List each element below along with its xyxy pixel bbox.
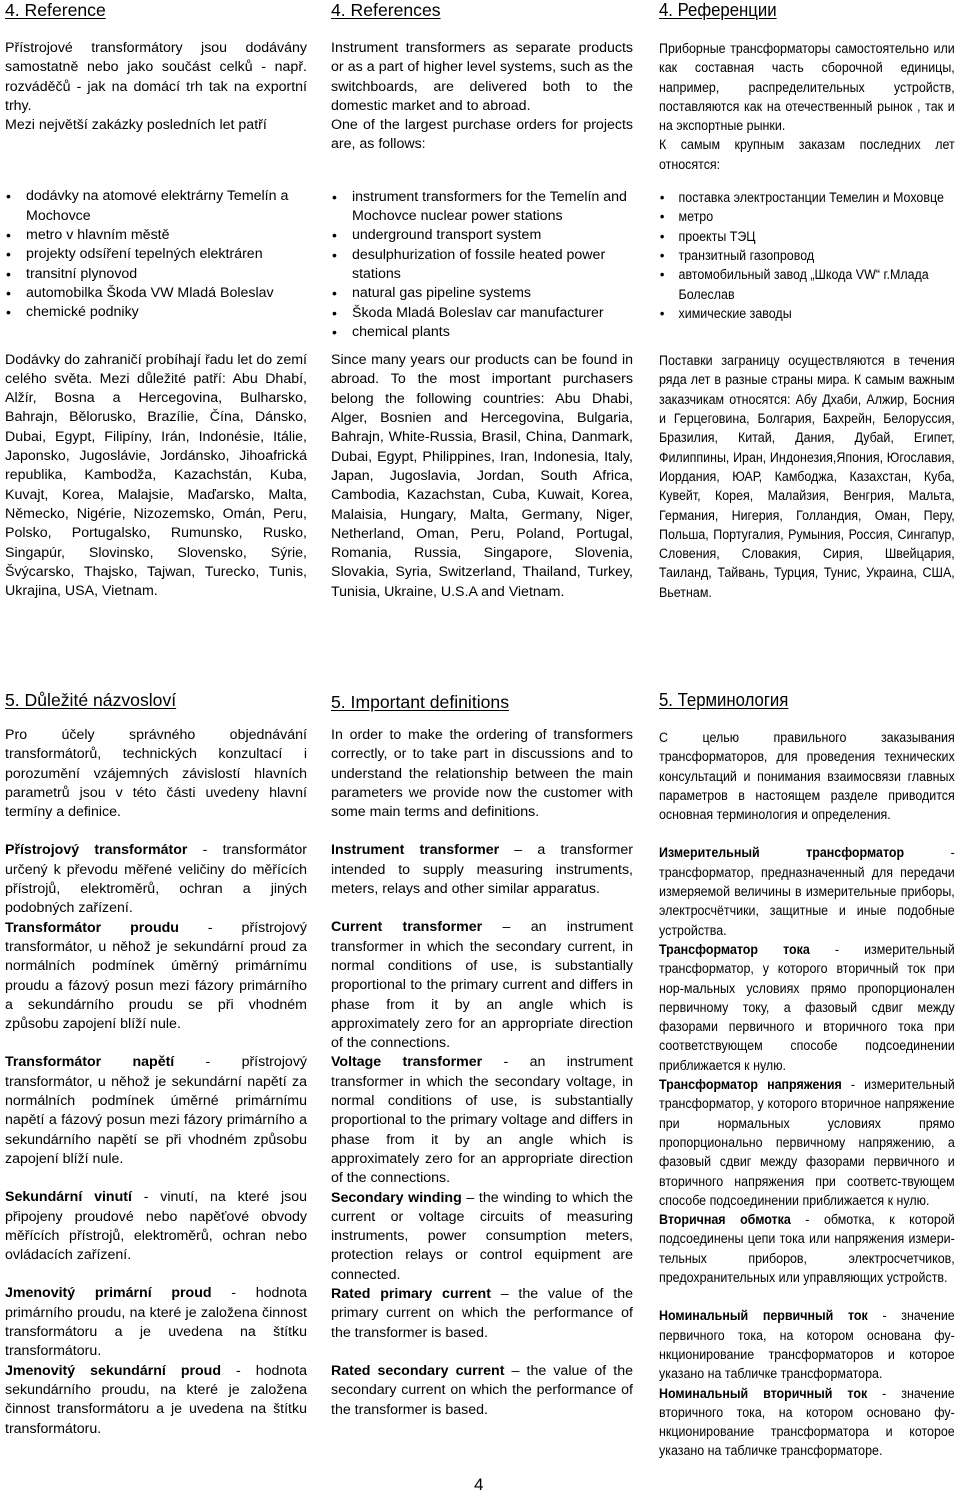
definition-paragraph: Номинальный вторичный ток - значение вторичного тока, на котором основано фу-нкционирование трансформатора и которое указано на табличке трансформаторе. [659, 1385, 955, 1459]
list-item: • transitní plynovod [5, 265, 307, 284]
term: Voltage transformer [331, 1054, 483, 1071]
project-list [659, 188, 955, 323]
definition-paragraph: Transformátor proudu - přístrojový transformátor, u něhož je sekundární proud za normálních podmínek úměrný primárnímu proudu a fázový posun mezi fázory primárního a sekundárního proudu se při vhodném způsobu zapojení blíží nule. [5, 919, 307, 1033]
definition-paragraph: Rated secondary current – the value of the secondary current on which the performance of the transformer is based. [331, 1362, 633, 1418]
term: Rated primary current [331, 1286, 491, 1303]
term: Jmenovitý primární proud [5, 1285, 212, 1302]
list-item: • поставка электростанции Темелин и Моховце [659, 188, 955, 207]
section-heading: 5. Důležité názvosloví [5, 690, 177, 710]
section-heading: 4. Референции [659, 0, 777, 20]
list-item: • underground transport system [331, 226, 633, 245]
list-item: • химические заводы [659, 304, 955, 323]
definition-paragraph: Rated primary current – the value of the primary current on which the performance of the transformer is based. [331, 1286, 633, 1341]
intro-paragraph: Pro účely správného objednávání transformátorů, technických konzultací i porozumění vzájemných závislostí hlavních parametrů jsou v této části uvedeny hlavní termíny a definice. [5, 727, 307, 821]
definition-paragraph: Current transformer – an instrument transformer in which the secondary current, in normal conditions of use, is substantially proportional to the primary current and differs in phase from it by an angle which is approximately zero for an appropriate direction of the connections. [331, 919, 634, 1052]
term: Sekundární vinutí [5, 1189, 132, 1206]
countries-paragraph: Since many years our products can be found in abroad. To the most important purchasers belong the following countries: Abu Dhabi, Alger, Bosnien and Hercegovina, Bulgaria, Bahrajn, White-Russia, Brasil, China, Danmark, Dubai, Egypt, Philippines, Iran, Indonesia, Italy, Japan, Jugoslavia, Jordan, South Africa, Cambodia, Kazachstan, Cuba, Kuwait, Korea, Malaisia, Hungary, Malta, Germany, Niger, Netherland, Oman, Peru, Poland, Portugal, Romania, Russia, Singapore, Slovenia, Slovakia, Syria, Switzerland, Thailand, Turkey, Tunisia, Ukraine, U.S.A and Vietnam. [331, 352, 633, 600]
intro-paragraph: In order to make the ordering of transformers correctly, or to take part in discussions and to understand the relationship between the main parameters we provide now the customer with some main terms and definitions. [331, 727, 633, 821]
list-item: • chemické podniky [5, 303, 307, 322]
term: Трансформатор напряжения [659, 1077, 842, 1093]
list-item: • desulphurization of fossile heated power stations [331, 246, 633, 285]
intro-paragraph: Přístrojové transformátory jsou dodávány samostatně nebo jako součást celků - např. rozváděčů - jak na domácí trh tak na exportní trhy. [5, 40, 307, 114]
page-number: 4 [474, 1475, 484, 1494]
definition-paragraph: Jmenovitý sekundární proud - hodnota sekundárního proudu, na které je založena činnost transformátoru a je uvedena na štítku transformátoru. [5, 1362, 307, 1437]
term: Номинальный вторичный ток [659, 1385, 868, 1401]
definition-paragraph: Трансформатор тока - измерительный трансформатор, у которого вторичный ток при нор-мальных условиях прямо пропорционален первичному току, а фазовый сдвиг между фазорами первичного и вторичного тока при соответствующем способе подсоединении приближается к нулю. [659, 941, 955, 1073]
intro-paragraph: Приборные трансформаторы самостоятельно или как составная часть сборочной единицы, например, распределительных устройств, поставляются как на отечественный рынок , так и на экспортные рынки. [659, 41, 955, 134]
definition-paragraph: Номинальный первичный ток - значение первичного тока, на котором основана фу-нкционирование трансформаторов и которое указано на табличке трансформатора. [659, 1308, 955, 1382]
term: Номинальный первичный ток [659, 1308, 868, 1324]
countries-paragraph: Dodávky do zahraničí probíhají řadu let do zemí celého světa. Mezi důležité patří: Abu Dhabí, Alžír, Bosna a Hercegovina, Bulharsko, Bahrajn, Bělorusko, Brazílie, Čína, Dánsko, Dubai, Egypt, Filipíny, Irán, Indonésie, Itálie, Japonsko, Jugoslávie, Jordánsko, Jihoafrická republika, Kambodža, Kazachstán, Kuba, Kuvajt, Korea, Malajsie, Maďarsko, Malta, Německo, Nigérie, Nizozemsko, Omán, Peru, Polsko, Portugalsko, Rumunsko, Rusko, Singapúr, Slovinsko, Slovensko, Sýrie, Švýcarsko, Thajsko, Tajwan, Turecko, Tunis, Ukrajina, USA, Vietnam. [5, 351, 307, 600]
term: Instrument transformer [331, 842, 500, 859]
definition-paragraph: Jmenovitý primární proud - hodnota primárního proudu, na které je založena činnost transformátoru a je uvedena na štítku transformátoru. [5, 1285, 307, 1360]
list-item: • автомобильный завод „Шкода VW“ г.Млада Болеслав [659, 265, 955, 304]
list-item: • natural gas pipeline systems [331, 284, 633, 303]
definition-paragraph: Вторичная обмотка - обмотка, к которой подсоединены цепи тока или напряжения измери-тельных приборов, электросчетчиков, предохранительных или управляющих устройств. [659, 1212, 955, 1286]
definitions-ru [659, 690, 955, 1461]
references-en [331, 0, 633, 602]
intro-paragraph: Instrument transformers as separate products or as a part of higher level systems, such as the switchboards, are delivered both to the domestic market and to abroad. [331, 40, 633, 114]
section-heading: 5. Терминология [659, 690, 789, 710]
list-item: • instrument transformers for the Temelín and Mochovce nuclear power stations [331, 188, 633, 227]
section-heading: 4. Reference [5, 0, 106, 20]
intro-paragraph: Mezi největší zakázky posledních let patří [5, 117, 267, 134]
list-item: • chemical plants [331, 323, 633, 342]
project-list [331, 188, 633, 342]
term: Secondary winding [331, 1189, 462, 1206]
term: Трансформатор тока [659, 941, 810, 957]
list-item: • метро [659, 207, 955, 226]
section-heading: 4. References [331, 0, 441, 20]
term: Přístrojový transformátor [5, 842, 188, 859]
term: Current transformer [331, 919, 483, 936]
definition-paragraph: Instrument transformer – a transformer intended to supply measuring instruments, meters, relays and other similar apparatus. [331, 842, 633, 898]
list-item: • транзитный газопровод [659, 246, 955, 265]
term: Transformátor napětí [5, 1054, 175, 1071]
term: Измерительный трансформатор [659, 845, 905, 861]
intro-paragraph: One of the largest purchase orders for projects are, as follows: [331, 117, 633, 153]
definition-paragraph: Трансформатор напряжения - измерительный трансформатор, у которого вторичное напряжение при нормальных условиях прямо пропорционально первичному напряжению, а фазовый сдвиг между фазорами первичного и вторичного напряжения при соответс-твующем способе подсоединении приближается к нулю. [659, 1077, 955, 1208]
project-list [5, 187, 307, 322]
list-item: • dodávky na atomové elektrárny Temelín a Mochovce [5, 187, 307, 226]
references-cz [5, 0, 307, 601]
definition-paragraph: Sekundární vinutí - vinutí, na které jsou připojeny proudové nebo napěťové obvody měřících přístrojů, elektroměrů, ochran nebo ovládacích zařízení. [5, 1189, 307, 1264]
definition-paragraph: Secondary winding – the winding to which the current or voltage circuits of measuring instruments, power consumption meters, protection relays or control equipment are connected. [331, 1189, 633, 1283]
list-item: • Škoda Mladá Boleslav car manufacturer [331, 304, 633, 323]
definition-paragraph: Voltage transformer - an instrument transformer in which the secondary voltage, in normal conditions of use, is substantially proportional to the primary voltage and differs in phase from it by an angle which is approximately zero for an appropriate direction of the connections. [331, 1054, 633, 1187]
references-ru [659, 0, 955, 602]
countries-paragraph: Поставки заграницу осуществляются в течения ряда лет в разные страны мира. К самым важным заказчикам относятся: Абу Дхаби, Алжир, Босния и Герцеговина, Болгария, Бахрейн, Белоруссия, Бразилия, Китай, Дания, Дубай, Египет, Филиппины, Иран, Индонезия,Япония, Югославия, Иордания, ЮАР, Камбоджа, Казахстан, Куба, Кувейт, Корея, Малайзия, Венгрия, Мальта, Германия, Нигерия, Голландия, Оман, Перу, Польша, Португалия, Румыния, Россия, Сингапур, Словения, Словакия, Сирия, Швейцария, Таиланд, Тайвань, Турция, Тунис, Украина, США, Вьетнам. [659, 353, 955, 600]
intro-paragraph: К самым крупным заказам последних лет относятся: [659, 137, 955, 172]
list-item: • automobilka Škoda VW Mladá Boleslav [5, 284, 307, 303]
term: Jmenovitý sekundární proud [5, 1362, 222, 1379]
definition-paragraph: Přístrojový transformátor - transformátor určený k převodu měřené veličiny do měřících přístrojů, elektroměrů, ochran a jiných podobných zařízení. [5, 842, 307, 917]
term: Вторичная обмотка [659, 1212, 791, 1228]
definition-paragraph: Измерительный трансформатор - трансформатор, предназначенный для передачи измеряемой величины в измерительные приборы, электросчётчики, защитные и иные подобные устройства. [659, 845, 955, 938]
list-item: • metro v hlavním městě [5, 226, 307, 245]
list-item: • projekty odsíření tepelných elektráren [5, 245, 307, 264]
definitions-en [331, 692, 633, 1420]
intro-paragraph: С целью правильного заказывания трансформаторов, для проведения технических консультаций и понимания взаимосвязи главных параметров в настоящем разделе приводится основная терминология и определения. [659, 730, 955, 823]
definitions-cz [5, 690, 307, 1439]
list-item: • проекты ТЭЦ [659, 227, 955, 246]
section-heading: 5. Important definitions [331, 692, 509, 712]
term: Transformátor proudu [5, 919, 179, 936]
term: Rated secondary current [331, 1362, 505, 1379]
definition-paragraph: Transformátor napětí - přístrojový transformátor, u něhož je sekundární napětí za normálních podmínek úměrné primárnímu napětí a fázový posun mezi fázory primárního a sekundárního napětí se při vhodném způsobu zapojení blíží nule. [5, 1054, 308, 1167]
